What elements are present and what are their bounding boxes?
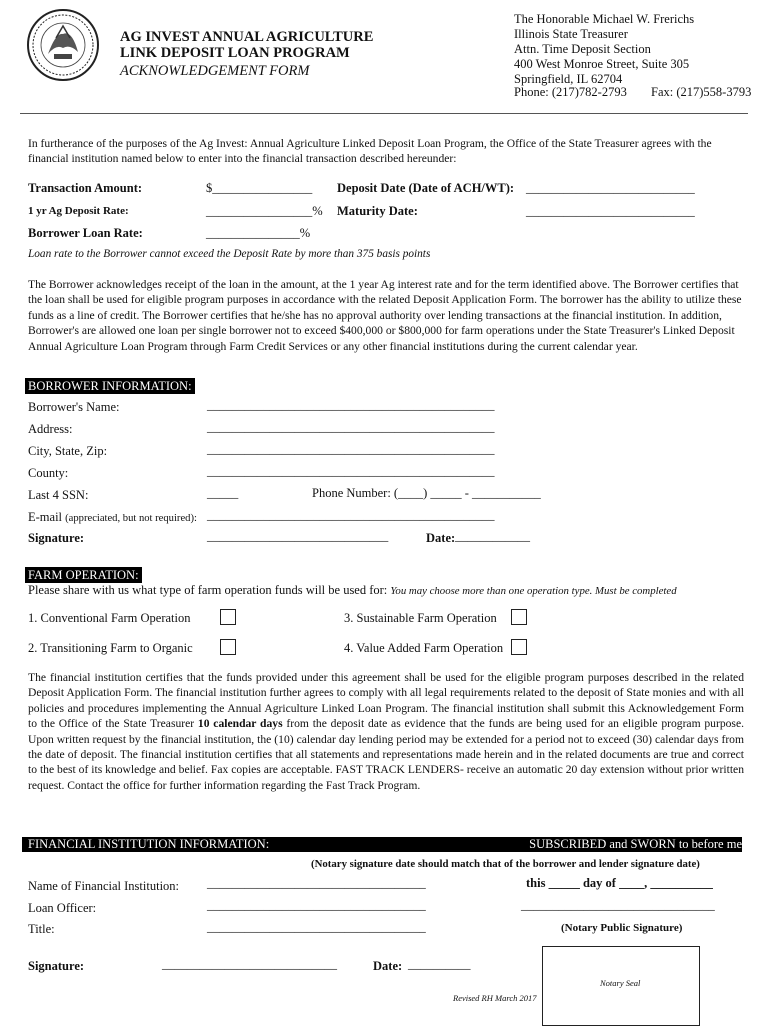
subscribed-sworn-heading: SUBSCRIBED and SWORN to before me [529,837,742,851]
form-title-line1: AG INVEST ANNUAL AGRICULTURE [120,29,374,45]
option-value-added-checkbox[interactable] [511,639,527,655]
treasurer-office: Illinois State Treasurer [514,27,628,41]
treasurer-city: Springfield, IL 62704 [514,72,623,86]
borrower-info-heading: BORROWER INFORMATION: [25,378,195,394]
title-label: Title: [28,922,55,936]
fi-info-bar [22,837,742,852]
borrower-name-field[interactable]: ______________________________________________ [207,398,495,412]
fi-date-label: Date: [373,959,403,973]
fi-signature-field[interactable]: ____________________________ [162,957,337,971]
borrower-date-field[interactable]: ____________ [455,529,530,543]
deposit-date-label: Deposit Date (Date of ACH/WT): [337,181,515,195]
borrower-acknowledgement: The Borrower acknowledges receipt of the loan in the amount, at the 1 year Ag interest rate and for the term identified above. The Borrower certifies that the loan shall be used for eligible program purposes in accordance with the related Deposit Application Form. The borrower has the ability to utilize these funds as a line of credit. The Borrower certifies that he/she has no approval authority over lending transactions at the financial institution. In addition, Borrower's are allowed one loan per single borrower not to exceed $400,000 or $800,000 for farm operations under the State Treasurer's Linked Deposit Annual Agriculture Loan Program through Farm Credit Services or any other financial institutions during the current calendar year. [28,278,742,353]
county-field[interactable]: ______________________________________________ [207,464,495,478]
ag-deposit-rate-label: 1 yr Ag Deposit Rate: [28,205,129,217]
transaction-amount-label: Transaction Amount: [28,181,143,195]
treasurer-street: 400 West Monroe Street, Suite 305 [514,57,690,71]
option-sustainable-label: 3. Sustainable Farm Operation [344,611,497,625]
form-title-line2: LINK DEPOSIT LOAN PROGRAM [120,45,350,61]
fi-cert-text-2: from the deposit date as evidence that the funds are being used for an eligible program purpose. Upon written request by the financial institution, the (10) calendar day lending period may be extended for a period not to exceed (30) calendar days from the date of deposit. The financial institution certifies that all statements and representations made herein and in the related documents are true and correct to the best of its knowledge and belief. Fax copies are acceptable. FAST TRACK LENDERS- receive an automatic 20 day extension without prior written request. Contact the office for further information regarding the Fast Track Program. [28,717,744,792]
rate-note: Loan rate to the Borrower cannot exceed the Deposit Rate by more than 375 basis points [28,248,431,260]
fi-date-field[interactable]: __________ [408,957,471,971]
notary-signature-field[interactable]: _______________________________ [521,898,715,912]
ssn-label: Last 4 SSN: [28,488,89,502]
address-field[interactable]: ______________________________________________ [207,420,495,434]
farm-question-text: Please share with us what type of farm operation funds will be used for: [28,583,388,597]
ssn-field[interactable]: _____ [207,486,239,500]
fi-info-heading: FINANCIAL INSTITUTION INFORMATION: [28,837,270,851]
county-label: County: [28,466,69,480]
option-value-added-label: 4. Value Added Farm Operation [344,641,504,655]
email-label [28,510,197,525]
notary-this-day[interactable]: this _____ day of ____, __________ [526,876,713,890]
option-organic-label: 2. Transitioning Farm to Organic [28,641,193,655]
borrower-date-label: Date: [426,531,456,545]
notary-date-note: (Notary signature date should match that of the borrower and lender signature date) [311,858,700,870]
borrower-signature-label: Signature: [28,531,85,545]
maturity-date-field[interactable]: ___________________________ [526,204,695,218]
city-state-zip-field[interactable]: ______________________________________________ [207,442,495,456]
transaction-amount-field[interactable]: $________________ [206,181,313,195]
loan-officer-field[interactable]: ___________________________________ [207,898,426,912]
phone-number-field[interactable]: Phone Number: (____) _____ - ___________ [312,486,541,500]
address-label: Address: [28,422,73,436]
option-sustainable-checkbox[interactable] [511,609,527,625]
deposit-date-field[interactable]: ___________________________ [526,181,695,195]
ag-deposit-rate-field[interactable]: _________________% [206,204,323,218]
farm-question-note: You may choose more than one operation type. Must be completed [390,585,677,597]
borrower-signature-field[interactable]: _____________________________ [207,529,389,543]
option-conventional-checkbox[interactable] [220,609,236,625]
city-state-zip-label: City, State, Zip: [28,444,108,458]
state-seal-logo [26,8,100,82]
fi-certification-paragraph [28,670,744,793]
fi-cert-text-1: The financial institution certifies that the funds provided under this agreement shall be used for the eligible program purposes described in the related Deposit Application Form. The financial institution further agrees to comply with all legal requirements related to the deposit of State monies and with all policies and procedures implementing the Annual Agriculture Linked Loan Program. The financial institution shall submit this Acknowledgement Form to the Office of the State Treasurer [28,671,744,731]
borrower-loan-rate-field[interactable]: _______________% [206,226,311,240]
farm-question [28,583,677,598]
fi-signature-label: Signature: [28,959,85,973]
treasurer-name: The Honorable Michael W. Frerichs [514,12,695,26]
email-field[interactable]: ______________________________________________ [207,508,495,522]
farm-operation-heading: FARM OPERATION: [25,567,142,583]
treasurer-fax: Fax: (217)558-3793 [651,85,752,99]
title-field[interactable]: ___________________________________ [207,920,426,934]
intro-paragraph: In furtherance of the purposes of the Ag Invest: Annual Agriculture Linked Deposit Loan Program, the Office of the State Treasurer agrees with the financial institution named below to enter into the financial transaction described hereunder: [28,137,712,166]
borrower-name-label: Borrower's Name: [28,400,120,414]
notary-seal-label: Notary Seal [600,978,641,988]
fi-name-field[interactable]: ___________________________________ [207,876,426,890]
treasurer-phone: Phone: (217)782-2793 [514,85,627,99]
treasurer-attn: Attn. Time Deposit Section [514,42,651,56]
option-organic-checkbox[interactable] [220,639,236,655]
header-divider [20,113,748,114]
loan-officer-label: Loan Officer: [28,901,97,915]
fi-name-label: Name of Financial Institution: [28,879,180,893]
email-note: (appreciated, but not required): [65,513,197,524]
email-label-text: E-mail [28,510,63,524]
option-conventional-label: 1. Conventional Farm Operation [28,611,191,625]
borrower-loan-rate-label: Borrower Loan Rate: [28,226,143,240]
form-subtitle: ACKNOWLEDGEMENT FORM [120,63,310,79]
revision-note: Revised RH March 2017 [453,993,537,1003]
fi-cert-deadline: 10 calendar days [197,717,283,731]
maturity-date-label: Maturity Date: [337,204,418,218]
notary-signature-label: (Notary Public Signature) [561,922,683,934]
